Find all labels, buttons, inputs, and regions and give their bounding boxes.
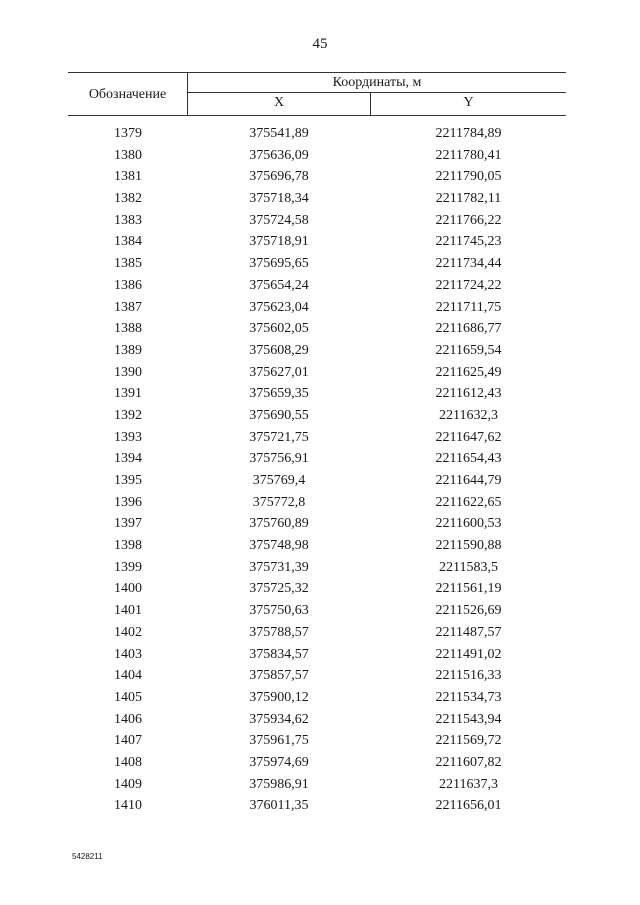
x-coordinate-cell: 375541,89 bbox=[249, 126, 309, 141]
point-id-cell: 1380 bbox=[114, 147, 142, 163]
y-coordinate-cell: 2211711,75 bbox=[435, 299, 502, 315]
x-coordinate-cell: 375627,01 bbox=[249, 364, 309, 380]
x-coordinate-cell: 375760,89 bbox=[249, 516, 309, 532]
table-row bbox=[68, 712, 566, 734]
y-coordinate-cell: 2211654,43 bbox=[435, 451, 502, 467]
point-id-cell: 1381 bbox=[114, 169, 142, 185]
table-row bbox=[68, 516, 566, 538]
x-coordinate-cell: 375718,34 bbox=[249, 191, 309, 207]
y-coordinate-cell: 2211561,19 bbox=[435, 581, 502, 597]
table-row bbox=[68, 733, 566, 755]
x-coordinate-cell: 375769,4 bbox=[252, 473, 306, 488]
x-coordinate-cell: 375721,75 bbox=[249, 429, 309, 445]
header-designation: Обозначение bbox=[88, 87, 167, 102]
table-row bbox=[68, 126, 566, 148]
y-coordinate-cell: 2211790,05 bbox=[435, 169, 502, 185]
point-id-cell: 1405 bbox=[114, 689, 142, 705]
point-id-cell: 1399 bbox=[114, 559, 142, 575]
point-id-cell: 1398 bbox=[114, 538, 142, 554]
point-id-cell: 1403 bbox=[114, 646, 142, 662]
x-coordinate-cell: 375750,63 bbox=[249, 603, 309, 619]
table-row bbox=[68, 408, 566, 430]
x-coordinate-cell: 375654,24 bbox=[249, 277, 309, 293]
table-row bbox=[68, 430, 566, 452]
table-row bbox=[68, 495, 566, 517]
y-coordinate-cell: 2211534,73 bbox=[435, 689, 502, 705]
header-x: X bbox=[273, 95, 285, 110]
point-id-cell: 1401 bbox=[114, 603, 142, 619]
y-coordinate-cell: 2211782,11 bbox=[435, 191, 502, 207]
point-id-cell: 1379 bbox=[114, 126, 142, 141]
table-row bbox=[68, 300, 566, 322]
x-coordinate-cell: 375756,91 bbox=[249, 451, 309, 467]
point-id-cell: 1387 bbox=[114, 299, 142, 315]
table-row bbox=[68, 668, 566, 690]
point-id-cell: 1410 bbox=[114, 798, 142, 814]
y-coordinate-cell: 2211637,3 bbox=[439, 776, 498, 792]
table-row bbox=[68, 625, 566, 647]
table-row bbox=[68, 473, 566, 495]
y-coordinate-cell: 2211612,43 bbox=[435, 386, 502, 402]
x-coordinate-cell: 375659,35 bbox=[249, 386, 309, 402]
y-coordinate-cell: 2211526,69 bbox=[435, 603, 502, 619]
table-row bbox=[68, 560, 566, 582]
point-id-cell: 1408 bbox=[114, 754, 142, 770]
table-row bbox=[68, 343, 566, 365]
table-row bbox=[68, 581, 566, 603]
header-coordinates: Координаты, м bbox=[332, 75, 422, 90]
point-id-cell: 1383 bbox=[114, 212, 142, 228]
table-row bbox=[68, 755, 566, 777]
table-row bbox=[68, 234, 566, 256]
x-coordinate-cell: 375900,12 bbox=[249, 689, 309, 705]
y-coordinate-cell: 2211734,44 bbox=[435, 256, 502, 272]
point-id-cell: 1402 bbox=[114, 624, 142, 640]
x-coordinate-cell: 375724,58 bbox=[249, 212, 309, 228]
point-id-cell: 1385 bbox=[114, 256, 142, 272]
y-coordinate-cell: 2211784,89 bbox=[435, 126, 502, 141]
x-coordinate-cell: 375974,69 bbox=[249, 754, 309, 770]
table-row bbox=[68, 451, 566, 473]
point-id-cell: 1393 bbox=[114, 429, 142, 445]
table-row bbox=[68, 213, 566, 235]
x-coordinate-cell: 375696,78 bbox=[249, 169, 309, 185]
x-coordinate-cell: 376011,35 bbox=[249, 798, 309, 814]
table-body bbox=[68, 126, 566, 820]
point-id-cell: 1400 bbox=[114, 581, 142, 597]
table-row bbox=[68, 538, 566, 560]
table-row bbox=[68, 169, 566, 191]
y-coordinate-cell: 2211590,88 bbox=[435, 538, 502, 554]
point-id-cell: 1395 bbox=[114, 473, 142, 488]
y-coordinate-cell: 2211607,82 bbox=[435, 754, 502, 770]
x-coordinate-cell: 375748,98 bbox=[249, 538, 309, 554]
point-id-cell: 1382 bbox=[114, 191, 142, 207]
table-header bbox=[68, 72, 566, 116]
y-coordinate-cell: 2211686,77 bbox=[435, 321, 502, 337]
table-row bbox=[68, 798, 566, 820]
x-coordinate-cell: 375608,29 bbox=[249, 342, 309, 358]
table-row bbox=[68, 148, 566, 170]
x-coordinate-cell: 375961,75 bbox=[249, 733, 309, 749]
x-coordinate-cell: 375690,55 bbox=[249, 407, 309, 423]
point-id-cell: 1406 bbox=[114, 711, 142, 727]
point-id-cell: 1384 bbox=[114, 234, 142, 250]
table-row bbox=[68, 365, 566, 387]
x-coordinate-cell: 375623,04 bbox=[249, 299, 309, 315]
y-coordinate-cell: 2211766,22 bbox=[435, 212, 502, 228]
x-coordinate-cell: 375772,8 bbox=[252, 494, 306, 510]
point-id-cell: 1404 bbox=[114, 668, 142, 684]
table-row bbox=[68, 278, 566, 300]
y-coordinate-cell: 2211780,41 bbox=[435, 147, 502, 163]
point-id-cell: 1390 bbox=[114, 364, 142, 380]
x-coordinate-cell: 375934,62 bbox=[249, 711, 309, 727]
point-id-cell: 1409 bbox=[114, 776, 142, 792]
x-coordinate-cell: 375695,65 bbox=[249, 256, 309, 272]
point-id-cell: 1386 bbox=[114, 277, 142, 293]
x-coordinate-cell: 375857,57 bbox=[249, 668, 309, 684]
y-coordinate-cell: 2211724,22 bbox=[435, 277, 502, 293]
y-coordinate-cell: 2211632,3 bbox=[439, 407, 498, 423]
point-id-cell: 1389 bbox=[114, 342, 142, 358]
y-coordinate-cell: 2211656,01 bbox=[435, 798, 502, 814]
point-id-cell: 1396 bbox=[114, 494, 142, 510]
x-coordinate-cell: 375834,57 bbox=[249, 646, 309, 662]
footer-code: 5428211 bbox=[72, 852, 103, 861]
table-row bbox=[68, 191, 566, 213]
table-row bbox=[68, 690, 566, 712]
header-horizontal-divider bbox=[188, 92, 566, 93]
header-y: Y bbox=[463, 95, 474, 110]
x-coordinate-cell: 375602,05 bbox=[249, 321, 309, 337]
x-coordinate-cell: 375788,57 bbox=[249, 624, 309, 640]
x-coordinate-cell: 375718,91 bbox=[249, 234, 309, 250]
y-coordinate-cell: 2211644,79 bbox=[435, 473, 502, 488]
point-id-cell: 1388 bbox=[114, 321, 142, 337]
y-coordinate-cell: 2211516,33 bbox=[435, 668, 502, 684]
page-number: 45 bbox=[312, 36, 328, 52]
table-row bbox=[68, 647, 566, 669]
x-coordinate-cell: 375725,32 bbox=[249, 581, 309, 597]
y-coordinate-cell: 2211583,5 bbox=[439, 559, 498, 575]
y-coordinate-cell: 2211622,65 bbox=[435, 494, 502, 510]
y-coordinate-cell: 2211625,49 bbox=[435, 364, 502, 380]
point-id-cell: 1397 bbox=[114, 516, 142, 532]
point-id-cell: 1394 bbox=[114, 451, 142, 467]
table-row bbox=[68, 256, 566, 278]
x-coordinate-cell: 375731,39 bbox=[249, 559, 309, 575]
table-row bbox=[68, 386, 566, 408]
y-coordinate-cell: 2211569,72 bbox=[435, 733, 502, 749]
y-coordinate-cell: 2211543,94 bbox=[435, 711, 502, 727]
table-row bbox=[68, 777, 566, 799]
y-coordinate-cell: 2211600,53 bbox=[435, 516, 502, 532]
point-id-cell: 1392 bbox=[114, 407, 142, 423]
point-id-cell: 1407 bbox=[114, 733, 142, 749]
y-coordinate-cell: 2211647,62 bbox=[435, 429, 502, 445]
y-coordinate-cell: 2211487,57 bbox=[435, 624, 502, 640]
y-coordinate-cell: 2211745,23 bbox=[435, 234, 502, 250]
table-row bbox=[68, 321, 566, 343]
y-coordinate-cell: 2211491,02 bbox=[435, 646, 502, 662]
x-coordinate-cell: 375636,09 bbox=[249, 147, 309, 163]
x-coordinate-cell: 375986,91 bbox=[249, 776, 309, 792]
y-coordinate-cell: 2211659,54 bbox=[435, 342, 502, 358]
table-row bbox=[68, 603, 566, 625]
point-id-cell: 1391 bbox=[114, 386, 142, 402]
